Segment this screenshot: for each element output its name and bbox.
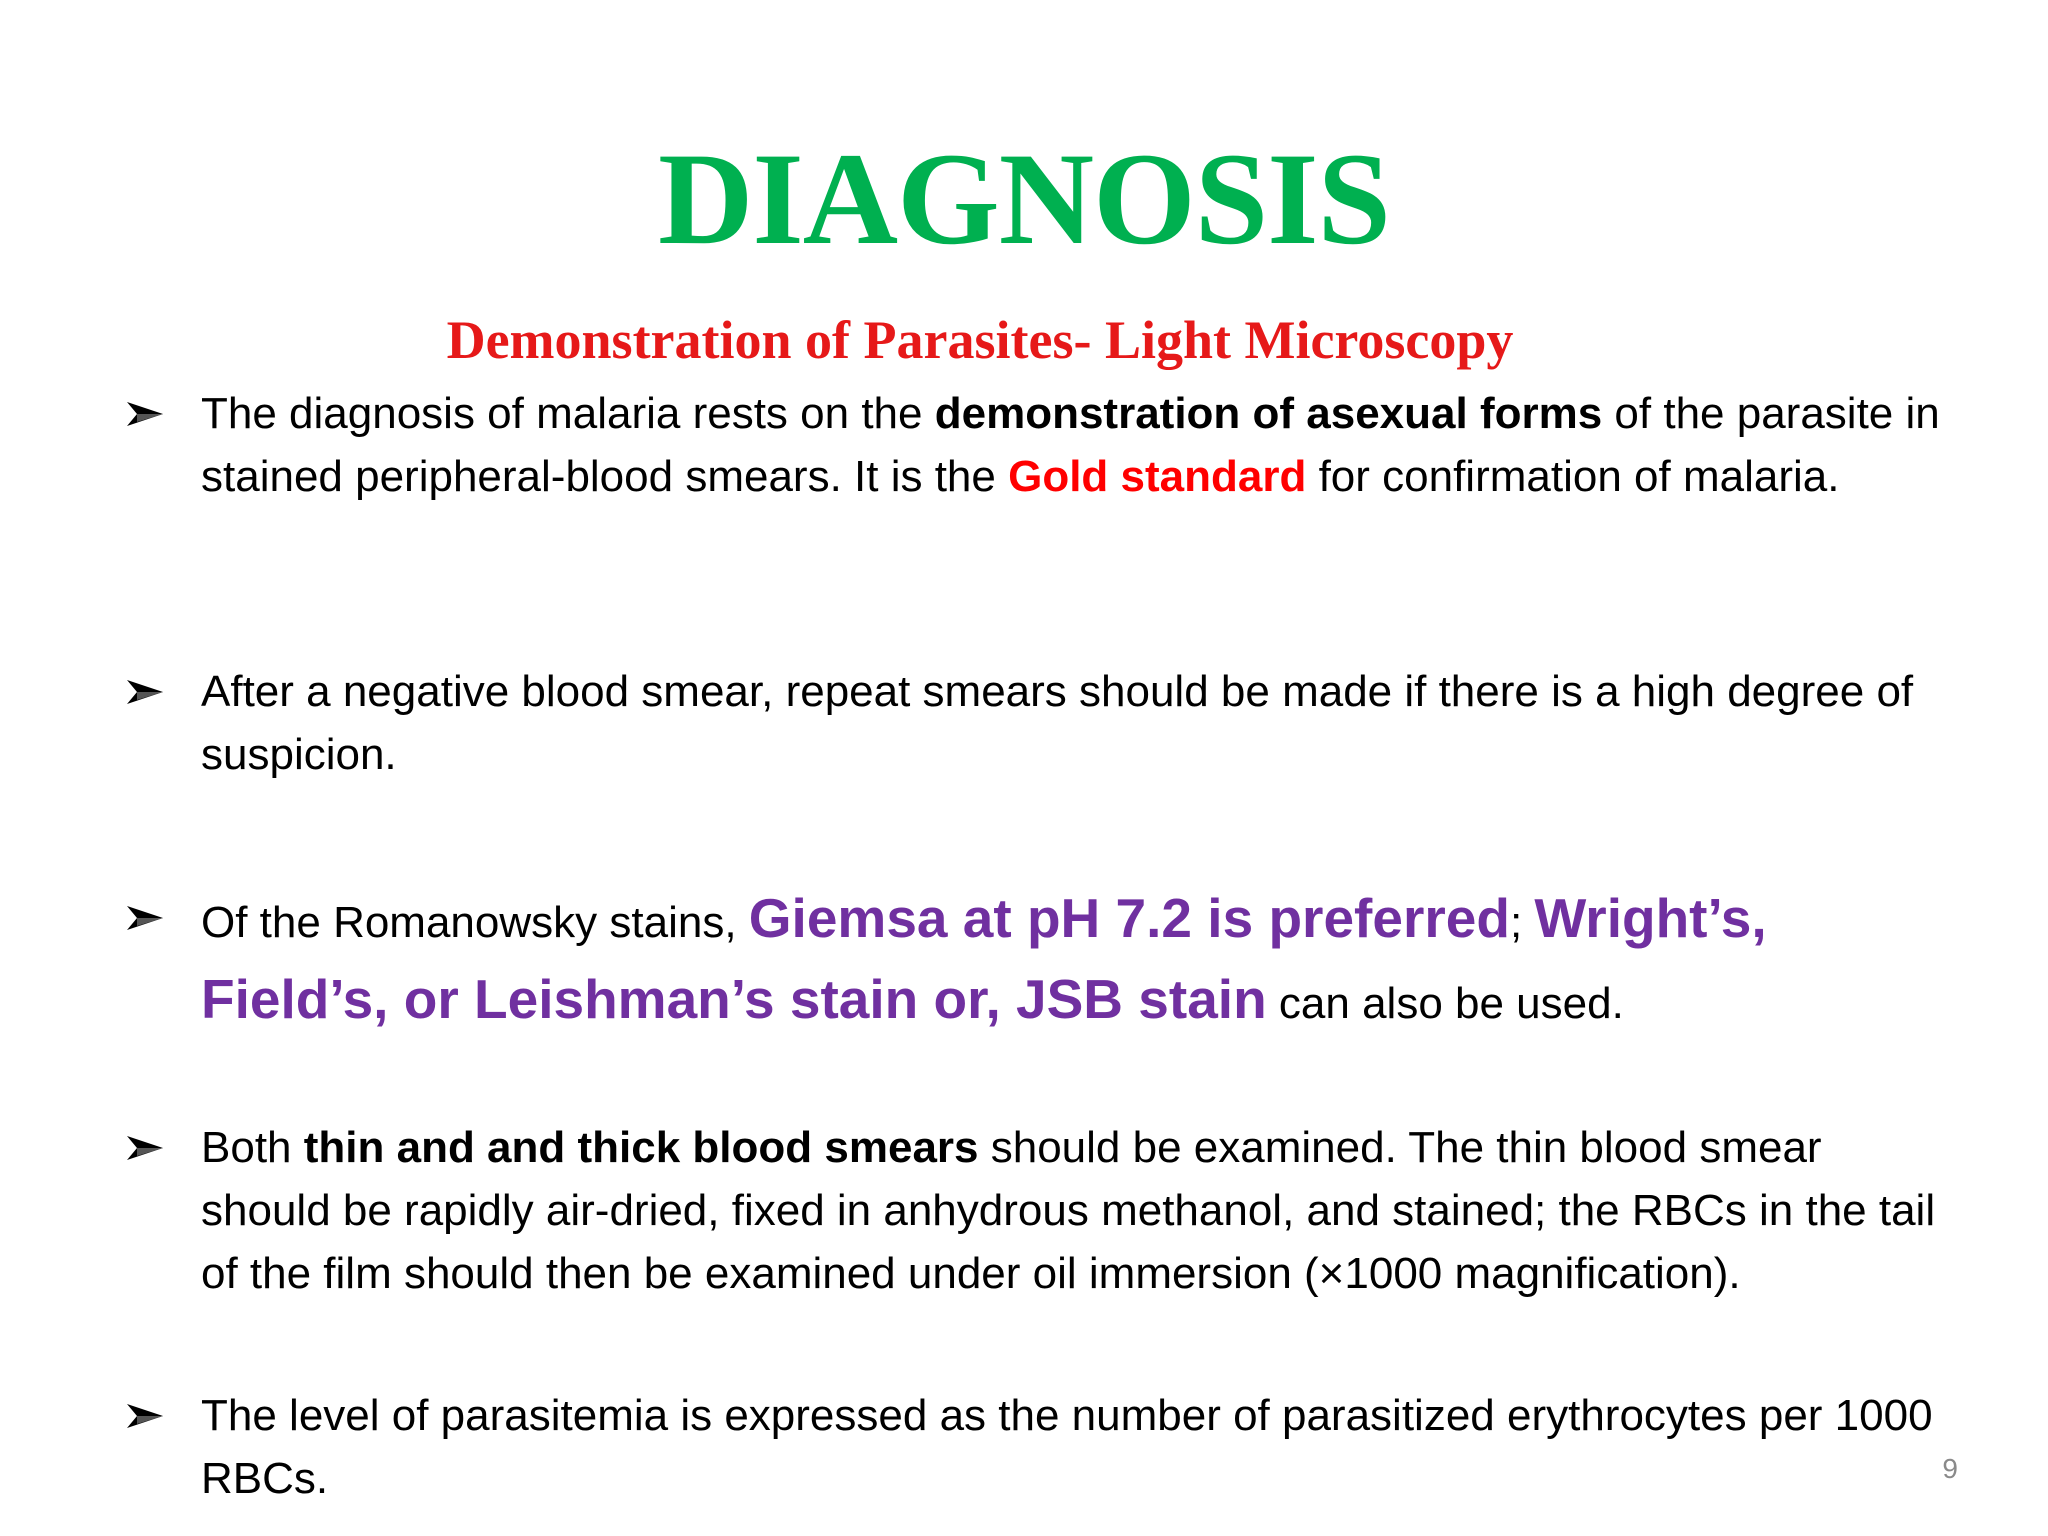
bullet-text: The diagnosis of malaria rests on the demonstration of asexual forms of the parasite in stained peripheral-blood smears. It is the Gold standard for confirmation of malaria. xyxy=(201,389,1940,501)
slide-title: DIAGNOSIS xyxy=(658,125,1390,272)
bullet-text: The level of parasitemia is expressed as the number of parasitized erythrocytes per 1000 RBCs. xyxy=(201,1391,1933,1503)
arrowhead-bullet-icon xyxy=(125,382,169,446)
slide-subtitle: Demonstration of Parasites- Light Microscopy xyxy=(446,310,1514,370)
gold-standard-highlight: Gold standard xyxy=(1008,452,1307,501)
bold-phrase: thin and and thick blood smears xyxy=(303,1123,979,1172)
giemsa-highlight: Giemsa at pH 7.2 is preferred xyxy=(748,887,1510,949)
arrowhead-bullet-icon xyxy=(125,660,169,724)
page-number: 9 xyxy=(1942,1453,1958,1484)
arrowhead-bullet-icon xyxy=(125,1116,169,1180)
other-stains-highlight: Wright’s, Field’s, or Leishman’s stain or, JSB stain xyxy=(201,887,1767,1030)
arrowhead-bullet-icon xyxy=(125,1384,169,1448)
bullet-text: After a negative blood smear, repeat smears should be made if there is a high degree of suspicion. xyxy=(201,667,1914,779)
bold-phrase: demonstration of asexual forms xyxy=(934,389,1603,438)
arrowhead-bullet-icon xyxy=(125,886,169,950)
bullet-text: Of the Romanowsky stains, Giemsa at pH 7.2 is preferred; Wright’s, Field’s, or Leishman’s stain or, JSB stain can also be used. xyxy=(201,887,1767,1030)
bullet-text: Both thin and and thick blood smears should be examined. The thin blood smear should be rapidly air-dried, fixed in anhydrous methanol, and stained; the RBCs in the tail of the film should then be examined under oil immersion (×1000 magnification). xyxy=(201,1123,1936,1298)
